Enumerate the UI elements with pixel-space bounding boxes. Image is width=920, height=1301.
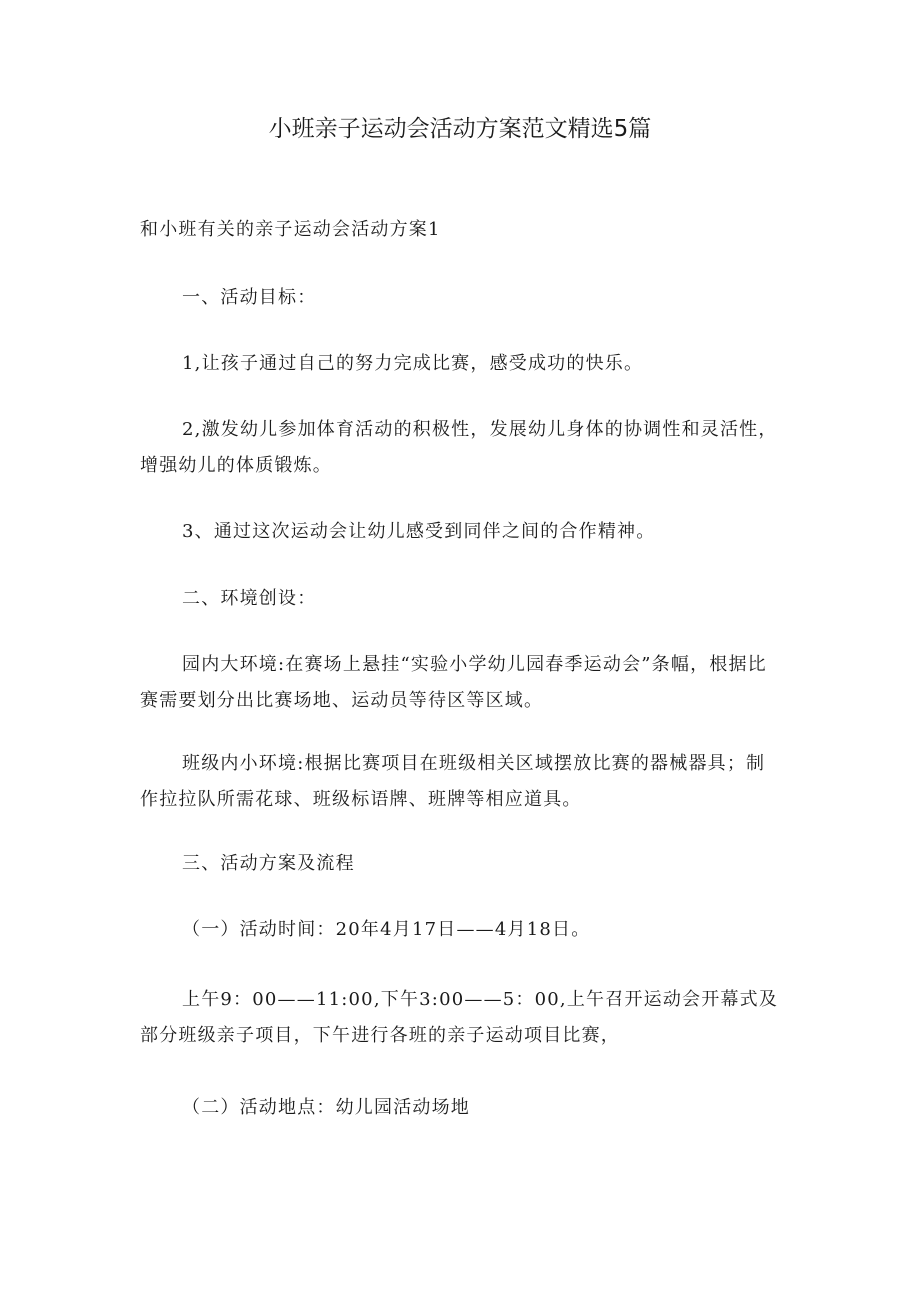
- paragraph-environment-campus: 园内大环境:在赛场上悬挂“实验小学幼儿园春季运动会”条幅，根据比赛需要划分出比赛场地、运动员等待区等区域。: [140, 654, 767, 711]
- paragraph-activity-location: （二）活动地点：幼儿园活动场地: [182, 1097, 470, 1118]
- paragraph-environment-class: 班级内小环境:根据比赛项目在班级相关区域摆放比赛的器械器具；制作拉拉队所需花球、班级标语牌、班牌等相应道具。: [140, 753, 766, 810]
- document-title: 小班亲子运动会活动方案范文精选5篇: [268, 116, 652, 142]
- paragraph-goal-3: 3、通过这次运动会让幼儿感受到同伴之间的合作精神。: [182, 521, 656, 542]
- paragraph-environment-heading: 二、环境创设：: [182, 588, 317, 609]
- section-heading: 和小班有关的亲子运动会活动方案1: [140, 219, 441, 240]
- paragraph-goal-1: 1,让孩子通过自己的努力完成比赛，感受成功的快乐。: [182, 353, 644, 374]
- paragraph-plan-heading: 三、活动方案及流程: [182, 853, 355, 874]
- paragraph-goal-2: 2,激发幼儿参加体育活动的积极性，发展幼儿身体的协调性和灵活性，增强幼儿的体质锻炼。: [140, 419, 778, 476]
- paragraph-activity-time: （一）活动时间：20年4月17日——4月18日。: [182, 919, 591, 940]
- paragraph-schedule: 上午9：00——11:00,下午3:00——5：00,上午召开运动会开幕式及部分班级亲子项目，下午进行各班的亲子运动项目比赛，: [140, 989, 779, 1046]
- paragraph-goals-heading: 一、活动目标：: [182, 287, 317, 308]
